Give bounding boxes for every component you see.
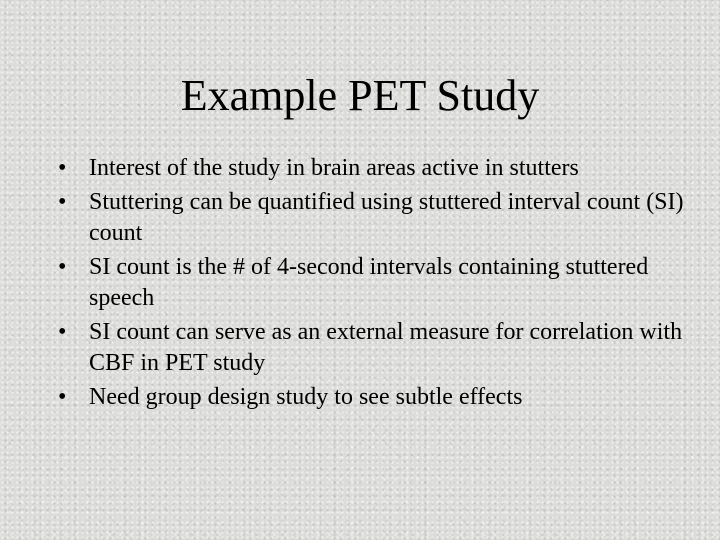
list-item — [58, 317, 698, 379]
list-item — [58, 382, 698, 413]
bullet-text: SI count can serve as an external measure for correlation with CBF in PET study — [89, 319, 683, 376]
list-item — [58, 187, 698, 249]
bullet-text: Stuttering can be quantified using stuttered interval count (SI) count — [89, 189, 684, 246]
slide-title: Example PET Study — [180, 71, 540, 120]
bullet-text: Need group design study to see subtle effects — [89, 384, 523, 410]
bullet-text: Interest of the study in brain areas active in stutters — [89, 155, 579, 181]
bullet-list — [58, 153, 698, 416]
bullet-text: SI count is the # of 4-second intervals containing stuttered speech — [89, 254, 649, 311]
bullet-icon: • — [58, 254, 67, 280]
list-item — [58, 252, 698, 314]
bullet-icon: • — [58, 384, 67, 410]
bullet-icon: • — [58, 155, 67, 181]
bullet-icon: • — [58, 319, 67, 345]
bullet-icon: • — [58, 189, 67, 215]
list-item — [58, 153, 698, 184]
